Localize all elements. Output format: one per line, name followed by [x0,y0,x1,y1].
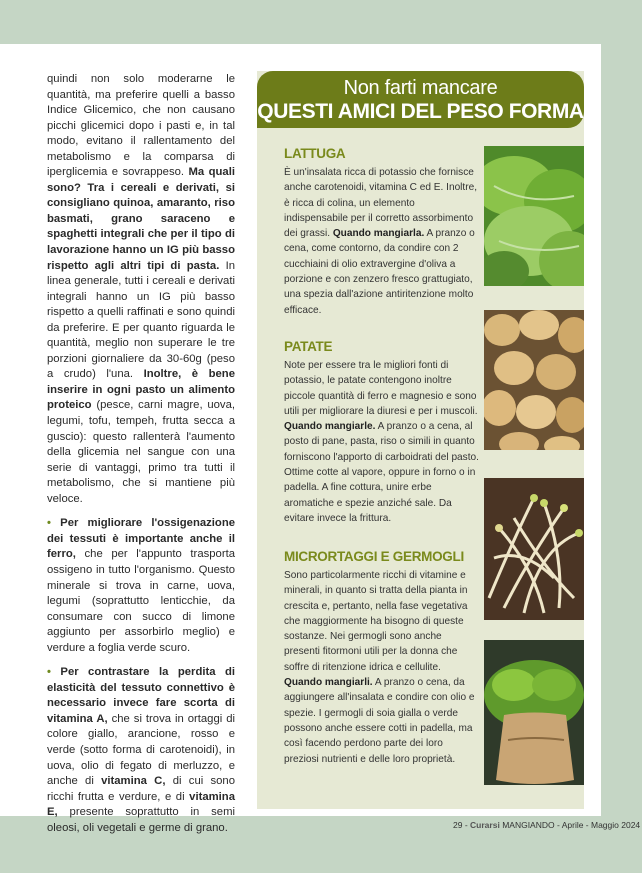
issue-date: Aprile - Maggio 2024 [561,820,641,830]
sprouts-image [484,478,584,620]
page-footer: 29 - Curarsi MANGIANDO - Aprile - Maggio 2024 [453,820,641,830]
section-germogli [284,548,480,767]
page-number: 29 [453,820,463,830]
paragraph-intro: quindi non solo moderarne le quantità, ma preferire quelli a basso Indice Glicemico, che non causano picchi glicemici dopo i pasti e, in tal modo, evitano il rallentamento del metabolismo e la comparsa di iperglicemia e sovrappeso. Ma quali sono? Tra i cereali e derivati, si consigliano quinoa, amaranto, riso basmati, grano saraceno e spaghetti integrali che per il tipo di lavorazione hanno un IG più basso rispetto agli altri tipi di pasta. In linea generale, tutti i cereali e derivati integrali hanno un IG più basso rispetto a quelli raffinati e sono quindi da preferire. E per quanto riguarda le quantità, meglio non superare le tre porzioni giornaliere da 30-60g (peso a crudo) l'una. Inoltre, è bene inserire in ogni pasto un alimento proteico (pesce, carni magre, uova, legumi, tofu, tempeh, frutta secca a guscio): questo rallenterà l'aumento della glicemia nel sangue con una serie di vantaggi, primo tra tutti il metabolismo, che si mantiene più veloce. [47,73,236,505]
lettuce-image [484,146,584,286]
magazine-subtitle: MANGIANDO [502,820,555,830]
section-title: MICRORTAGGI E GERMOGLI [284,549,464,564]
microgreens-image [484,640,584,785]
box-banner [257,71,584,128]
bullet-icon: • [47,666,51,679]
section-text: È un'insalata ricca di potassio che fornisce anche carotenoidi, vitamina C ed E. Inoltre, è ricca di colina, un elemento indispensabile per il corretto assorbimento dei grassi. Quando mangiarla. A pranzo o cena, come contorno, da condire con 2 cucchiaini di olio extravergine d'oliva a porzione e con zenzero fresco grattugiato, una spezia dall'azione antiritenzione molto efficace. [284,167,478,316]
section-text: Sono particolarmente ricchi di vitamine e minerali, in quanto si tratta della pianta in crescita e, pertanto, nella fase vegetativa che maggiormente ha bisogno di queste sostanze. Nei germogli sono anche presenti fitormoni utili per la donna che soffre di ritenzione idrica e cellulite. Quando mangiarli. A pranzo o cena, da aggiungere all'insalata e condire con olio e spezie. I germogli di soia gialla o verde possono anche essere cotti in padella, ma così facendo perdono parte dei loro preziosi nutrienti e delle loro proprietà. [284,570,475,765]
magazine-brand: Curarsi [470,820,500,830]
section-patate [284,338,480,526]
box-title-line2: QUESTI AMICI DEL PESO FORMA [257,100,584,123]
bullet-icon: • [47,517,51,530]
box-title-line1: Non farti mancare [343,77,498,99]
potatoes-image [484,310,584,450]
section-title: PATATE [284,339,333,354]
section-text: Note per essere tra le migliori fonti di potassio, le patate contengono inoltre piccole quantità di ferro e magnesio e sono utili per migliorare la diuresi e per i muscoli. Quando mangiarle. A pranzo o a cena, al posto di pane, pasta, riso o simili in quanto forniscono l'apporto di carboidrati del pasto. Ottime cotte al vapore, oppure in forno o in padella. A fine cottura, unire erbe aromatiche e spezie anziché sale. Da evitare invece la frittura. [284,360,479,524]
paragraph-iron: • Per migliorare l'ossigenazione dei tessuti è importante anche il ferro, che per l'appunto trasporta ossigeno in tutto l'organismo. Questo minerale si trova in carne, uova, legumi (soprattutto lenticchie, da consumare con succo di limone aggiunto per assorbirlo meglio) e verdure a foglia verde scuro. [47,517,236,654]
section-lattuga [284,145,480,318]
left-column [47,72,235,845]
section-title: LATTUGA [284,146,346,161]
paragraph-vitamins: • Per contrastare la perdita di elasticità del tessuto connettivo è necessario invece fare scorta di vitamina A, che si trova in ortaggi di colore giallo, arancione, rosso e verde (sotto forma di carotenoidi), in uova, olio di fegato di merluzzo, e anche di vitamina C, di cui sono ricchi frutta e verdure, e di vitamina E, presente soprattutto in semi oleosi, oli vegetali e germe di grano. [47,666,236,834]
